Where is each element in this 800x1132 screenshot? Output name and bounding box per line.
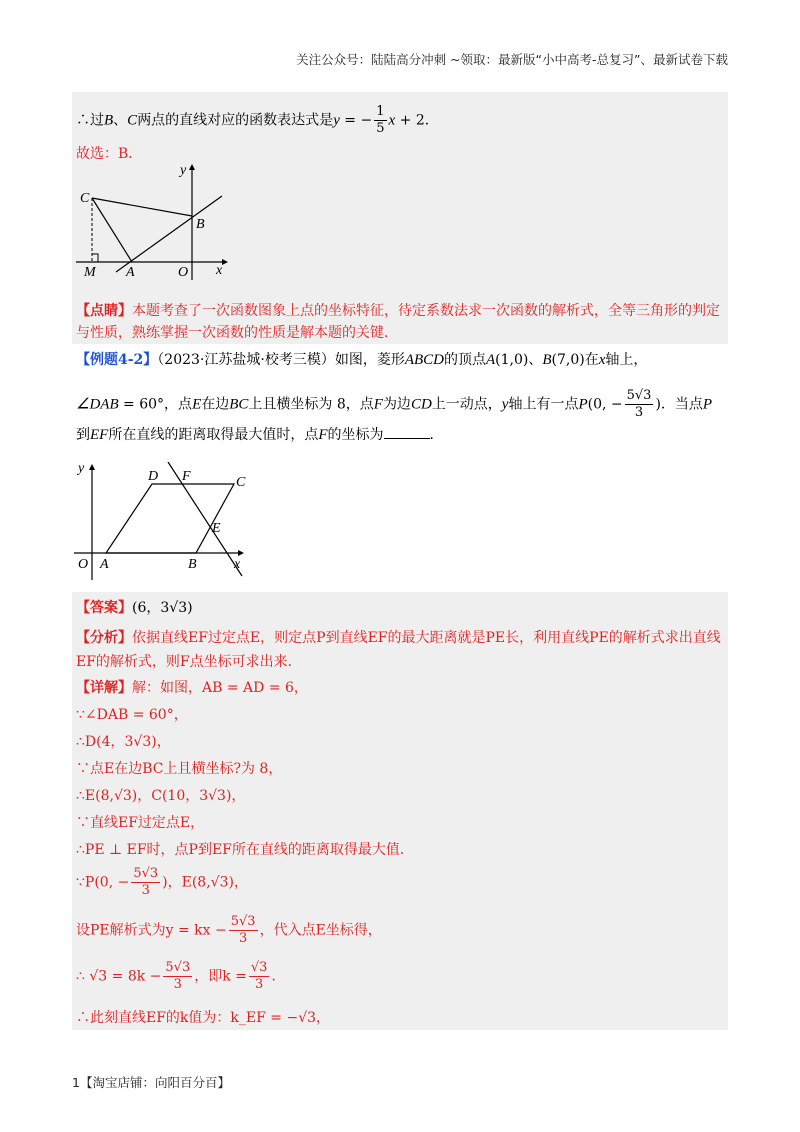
detail-line: 【详解】解：如图，AB = AD = 6， [76, 680, 308, 696]
fraction: $\frac{5√3}{3}$ [626, 388, 652, 420]
fig2-label-y: y [78, 461, 85, 476]
step-3: ∵点E在边BC上且横坐标?为 8， [76, 761, 283, 777]
function-expression-line: ∴过B、C两点的直线对应的函数表达式是y = − $\frac{1}{5}$ x + 2． [76, 104, 439, 136]
step-2: ∴D(4，3√3)， [76, 734, 171, 750]
fraction: $\frac{5√3}{3}$ [165, 960, 191, 992]
fraction: $\frac{√3}{3}$ [250, 960, 268, 992]
step-6: ∴PE ⊥ EF时，点P到EF所在直线的距离取得最大值． [76, 842, 414, 858]
example-line-2: ∠DAB = 60°，点E在边BC上且横坐标为 8，点F为边CD上一动点，y轴上有一点P(0, − $\frac{5√3}{3}$ )．当点P [76, 388, 713, 420]
fig1-label-c: C [80, 191, 90, 206]
step-1: ∵∠DAB = 60°， [76, 707, 188, 723]
answer-choice-line: 故选：B． [76, 146, 143, 162]
fig1-label-y: y [180, 163, 187, 178]
fraction: $\frac{1}{5}$ [376, 104, 385, 136]
fig1-label-b: B [196, 217, 205, 232]
fig2-label-e: E [212, 521, 221, 536]
fig2-label-b: B [188, 557, 197, 572]
step-5: ∵直线EF过定点E， [76, 815, 205, 831]
page-header: 关注公众号：陆陆高分冲刺 ~领取：最新版“小中高考-总复习”、最新试卷下载 [296, 52, 728, 67]
fraction: $\frac{5√3}{3}$ [133, 866, 159, 898]
analysis-paragraph: 【分析】依据直线EF过定点E，则定点P到直线EF的最大距离就是PE长，利用直线PE的解析式求出直线EF的解析式，则F点坐标可求出来． [76, 630, 721, 670]
fig2-label-a: A [100, 557, 109, 572]
fig2-label-o: O [78, 557, 89, 572]
figure-1 [76, 160, 236, 280]
fraction: $\frac{5√3}{3}$ [230, 914, 256, 946]
step-10: ∴此刻直线EF的k值为：k_EF = −√3， [76, 1010, 331, 1026]
step-7: ∵P(0, − $\frac{5√3}{3}$ )，E(8,√3)， [76, 866, 248, 898]
fig1-label-m: M [84, 265, 96, 280]
fig2-label-d: D [148, 469, 159, 484]
comment-paragraph: 【点睛】本题考查了一次函数图象上点的坐标特征，待定系数法求一次函数的解析式，全等三角形的判定与性质，熟练掌握一次函数的性质是解本题的关键． [76, 303, 720, 341]
fig2-label-c: C [236, 475, 246, 490]
figure-2 [72, 452, 262, 582]
answer-line: 【答案】(6，3√3) [76, 600, 193, 616]
fig1-label-o: O [178, 265, 189, 280]
page-footer: 1【淘宝店铺：向阳百分百】 [72, 1075, 230, 1090]
step-9: ∴ √3 = 8k − $\frac{5√3}{3}$ ，即k = $\frac{√3}{3}$ ． [76, 960, 286, 992]
example-line-3: 到EF所在直线的距离取得最大值时，点F的坐标为 ． [76, 424, 444, 445]
step-4: ∴E(8,√3)，C(10，3√3)， [76, 788, 246, 804]
fig1-label-x: x [216, 263, 223, 278]
step-8: 设PE解析式为y = kx − $\frac{5√3}{3}$ ，代入点E坐标得， [76, 914, 382, 946]
fig2-label-f: F [182, 469, 191, 484]
fig2-label-x: x [234, 557, 241, 572]
answer-blank [384, 424, 430, 439]
example-line-1: 【例题4-2】（2023·江苏盐城·校考三模）如图，菱形ABCD的顶点A(1,0)、B(7,0)在x轴上， [76, 352, 648, 368]
fig1-label-a: A [126, 265, 135, 280]
